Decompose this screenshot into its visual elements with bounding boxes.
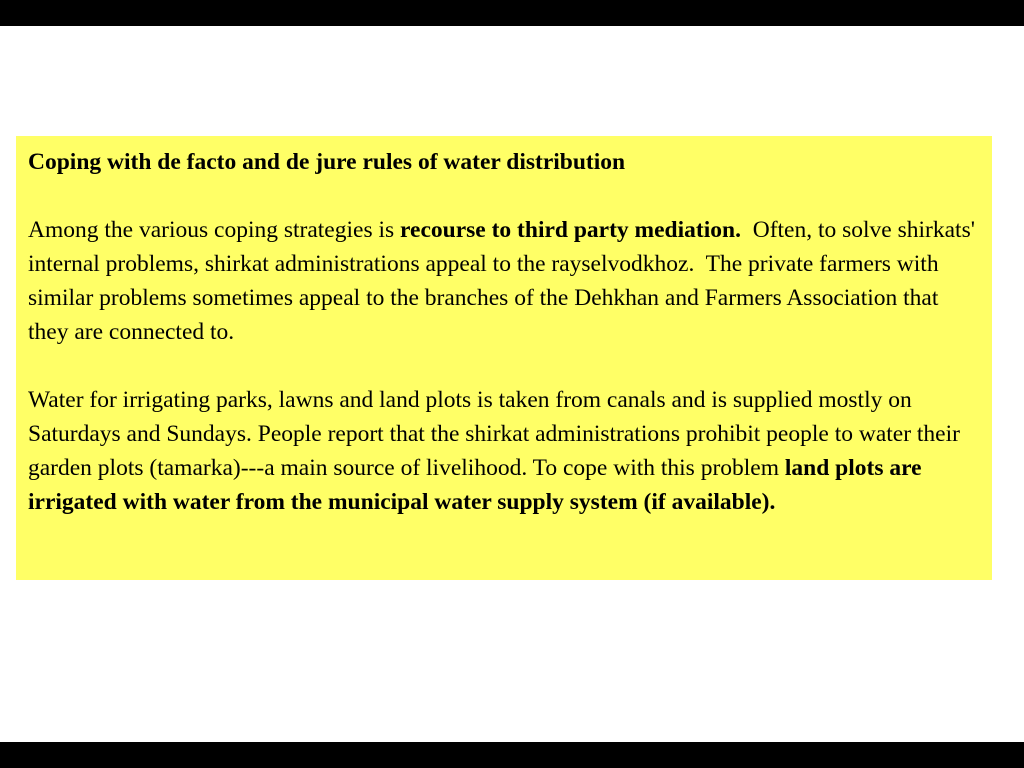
paragraph-mediation bbox=[28, 213, 980, 349]
paragraph-mediation-rest: Often, to solve shirkats' internal problems, shirkat administrations appeal to the rayselvodkhoz. The private farmers with similar problems sometimes appeal to the branches of the Dehkhan and Farmers Association that they are connected to. bbox=[28, 217, 981, 345]
paragraph-spacer bbox=[28, 349, 980, 383]
paragraph-irrigation bbox=[28, 383, 980, 519]
slide-heading bbox=[28, 145, 980, 179]
paragraph-mediation-emphasis: recourse to third party mediation. bbox=[400, 217, 741, 243]
paragraph-mediation-lead: Among the various coping strategies is bbox=[28, 217, 401, 243]
bottom-frame-bar bbox=[0, 742, 1024, 768]
paragraph-irrigation-emphasis: land plots are irrigated with water from the municipal water supply system (if available). bbox=[28, 455, 922, 515]
paragraph-spacer bbox=[28, 179, 980, 213]
paragraph-irrigation-lead: Water for irrigating parks, lawns and land plots is taken from canals and is supplied mostly on Saturdays and Sundays. People report that the shirkat administrations prohibit people to water their garden plots (tamarka)---a main source of livelihood. To cope with this problem bbox=[28, 387, 960, 481]
heading-text: Coping with de facto and de jure rules of water distribution bbox=[28, 149, 626, 175]
yellow-text-box bbox=[16, 136, 992, 580]
top-frame-bar bbox=[0, 0, 1024, 26]
